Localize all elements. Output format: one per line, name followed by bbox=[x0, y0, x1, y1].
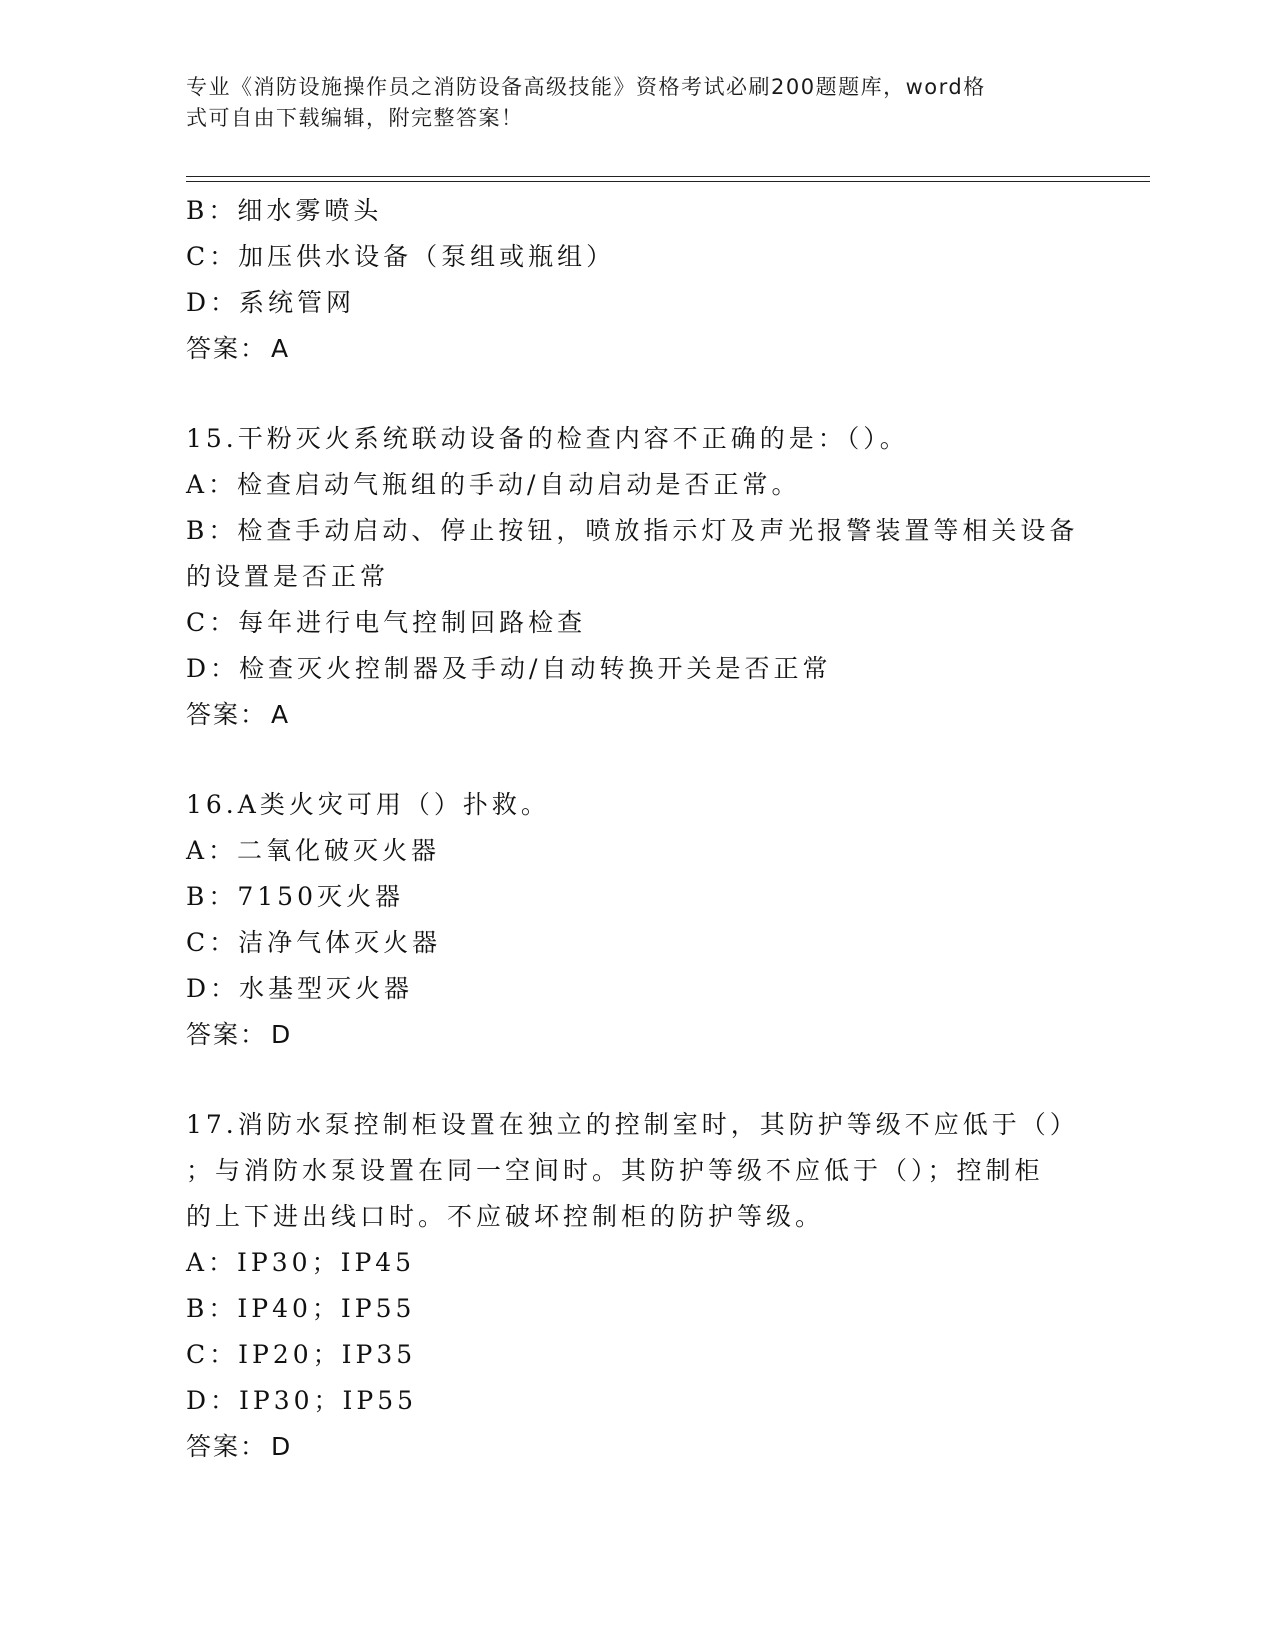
question-text: 17.消防水泵控制柜设置在独立的控制室时，其防护等级不应低于（） bbox=[186, 1110, 1079, 1139]
option-line: D：水基型灭火器 bbox=[186, 974, 414, 1003]
header-line: 式可自由下载编辑，附完整答案！ bbox=[186, 106, 524, 130]
question-text: 的上下进出线口时。不应破坏控制柜的防护等级。 bbox=[186, 1202, 825, 1231]
header-divider bbox=[186, 176, 1150, 177]
answer-line bbox=[186, 1424, 1086, 1470]
option-line: A：二氧化破灭火器 bbox=[186, 836, 441, 865]
option-line: B：细水雾喷头 bbox=[186, 196, 383, 225]
question-block bbox=[186, 416, 1086, 738]
answer-line bbox=[186, 326, 1086, 372]
option-line: D：系统管网 bbox=[186, 288, 356, 317]
option-line: C：加压供水设备（泵组或瓶组） bbox=[186, 242, 616, 271]
option-line: C：洁净气体灭火器 bbox=[186, 928, 442, 957]
question-text: 15.干粉灭火系统联动设备的检查内容不正确的是：（）。 bbox=[186, 424, 909, 453]
option-line: B：检查手动启动、停止按钮，喷放指示灯及声光报警装置等相关设备 bbox=[186, 516, 1079, 545]
option-line: C：IP20；IP35 bbox=[186, 1340, 417, 1369]
option-line: A：IP30；IP45 bbox=[186, 1248, 416, 1277]
answer-value: D bbox=[271, 1432, 293, 1461]
answer-label: 答案： bbox=[186, 1432, 268, 1461]
header-divider bbox=[186, 181, 1150, 182]
answer-label: 答案： bbox=[186, 700, 268, 729]
question-text: ；与消防水泵设置在同一空间时。其防护等级不应低于（）；控制柜 bbox=[186, 1156, 1044, 1185]
question-text: 16.A类火灾可用（）扑救。 bbox=[186, 790, 550, 819]
answer-value: A bbox=[271, 700, 291, 729]
answer-label: 答案： bbox=[186, 334, 268, 363]
option-line: D：检查灭火控制器及手动/自动转换开关是否正常 bbox=[186, 654, 832, 683]
answer-label: 答案： bbox=[186, 1020, 268, 1049]
answer-line bbox=[186, 1012, 1086, 1058]
answer-value: A bbox=[271, 334, 291, 363]
header-line: 专业《消防设施操作员之消防设备高级技能》资格考试必刷200题题库，word格 bbox=[186, 75, 986, 99]
option-line: D：IP30；IP55 bbox=[186, 1386, 418, 1415]
option-line: 的设置是否正常 bbox=[186, 562, 390, 591]
option-line: C：每年进行电气控制回路检查 bbox=[186, 608, 587, 637]
option-line: A：检查启动气瓶组的手动/自动启动是否正常。 bbox=[186, 470, 801, 499]
answer-line bbox=[186, 692, 1086, 738]
question-block bbox=[186, 1102, 1086, 1470]
option-line: B：7150灭火器 bbox=[186, 882, 404, 911]
option-line: B：IP40；IP55 bbox=[186, 1294, 416, 1323]
document-header bbox=[186, 72, 1066, 134]
answer-value: D bbox=[271, 1020, 293, 1049]
question-block bbox=[186, 188, 1086, 372]
question-block bbox=[186, 782, 1086, 1058]
question-list bbox=[186, 188, 1086, 1514]
